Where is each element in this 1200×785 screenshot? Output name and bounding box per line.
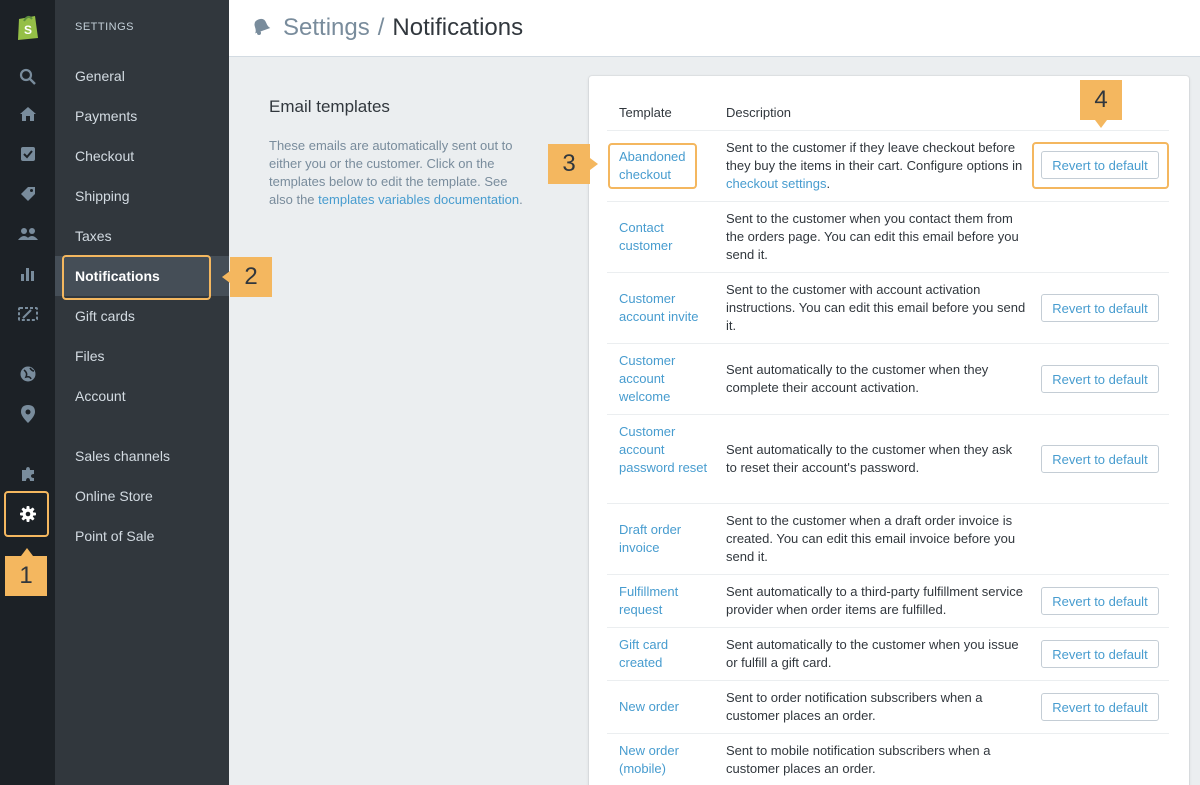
globe-icon[interactable] <box>0 354 55 394</box>
template-link-new-order-mobile[interactable]: New order (mobile) <box>619 743 679 776</box>
nav-item-online-store[interactable]: Online Store <box>75 488 153 504</box>
step-marker-3: 3 <box>548 144 590 184</box>
nav-item-general[interactable]: General <box>75 68 125 84</box>
template-link-contact-customer[interactable]: Contact customer <box>619 220 673 253</box>
svg-text:S: S <box>23 23 32 37</box>
step-marker-1: 1 <box>5 556 47 596</box>
settings-nav <box>55 0 229 785</box>
revert-button-abandoned-checkout[interactable]: Revert to default <box>1041 151 1159 179</box>
table-row <box>607 414 1169 503</box>
abandoned-checkout-highlight-box <box>608 143 697 189</box>
revert-highlight-box <box>1032 142 1169 189</box>
icon-rail <box>0 0 55 785</box>
revert-button-gift-card-created[interactable]: Revert to default <box>1041 640 1159 668</box>
revert-button-customer-account-invite[interactable]: Revert to default <box>1041 294 1159 322</box>
table-row <box>607 503 1169 574</box>
nav-item-taxes[interactable]: Taxes <box>75 228 112 244</box>
row-description: Sent to mobile notification subscribers when a customer places an order. <box>726 743 991 776</box>
row-description: Sent automatically to the customer when they complete their account activation. <box>726 362 989 395</box>
revert-button-customer-account-welcome[interactable]: Revert to default <box>1041 365 1159 393</box>
row-description: Sent to the customer with account activation instructions. You can edit this email before you send it. <box>726 282 1026 333</box>
section-title: Email templates <box>269 97 390 116</box>
breadcrumb-separator: / <box>377 14 385 41</box>
page-header <box>229 0 1200 57</box>
discounts-icon[interactable] <box>0 294 55 334</box>
row-desc-end: . <box>826 176 831 191</box>
column-header-template: Template <box>619 105 672 120</box>
row-description: Sent to order notification subscribers when a customer places an order. <box>726 690 983 723</box>
nav-item-point-of-sale[interactable]: Point of Sale <box>75 528 155 544</box>
gear-highlight-box <box>4 491 49 537</box>
template-link-draft-order-invoice[interactable]: Draft order invoice <box>619 522 682 555</box>
nav-item-payments[interactable]: Payments <box>75 108 138 124</box>
section-description <box>269 137 534 209</box>
section-desc-end: . <box>519 192 523 207</box>
table-row <box>607 733 1169 785</box>
revert-button-new-order[interactable]: Revert to default <box>1041 693 1159 721</box>
nav-heading: SETTINGS <box>75 21 135 33</box>
nav-item-gift-cards[interactable]: Gift cards <box>75 308 135 324</box>
shopify-logo-icon[interactable] <box>0 6 55 46</box>
breadcrumb-settings[interactable]: Settings <box>283 14 370 41</box>
apps-puzzle-icon[interactable] <box>0 454 55 494</box>
nav-item-account[interactable]: Account <box>75 388 126 404</box>
home-icon[interactable] <box>0 94 55 134</box>
row-description: Sent to the customer when a draft order invoice is created. You can edit this email invoice before you send it. <box>726 513 1016 564</box>
table-row <box>607 343 1169 414</box>
row-desc-text: Sent to the customer if they leave checkout before they buy the items in their cart. Configure options in <box>726 140 1023 173</box>
table-row <box>607 272 1169 343</box>
search-icon[interactable] <box>0 57 55 97</box>
section-desc-text: These emails are automatically sent out to either you or the customer. Click on the templates below to edit the template. See also the <box>269 138 513 207</box>
table-row <box>607 574 1169 627</box>
orders-icon[interactable] <box>0 134 55 174</box>
table-row <box>607 201 1169 272</box>
location-pin-icon[interactable] <box>0 394 55 434</box>
page-title: Notifications <box>392 14 524 41</box>
template-link-fulfillment-request[interactable]: Fulfillment request <box>619 584 679 617</box>
checkout-settings-link[interactable]: checkout settings <box>726 176 827 191</box>
nav-item-files[interactable]: Files <box>75 348 105 364</box>
nav-item-sales-channels[interactable]: Sales channels <box>75 448 170 464</box>
row-description: Sent automatically to the customer when you issue or fulfill a gift card. <box>726 637 1019 670</box>
template-link-gift-card-created[interactable]: Gift card created <box>619 637 669 670</box>
template-link-customer-account-password-reset[interactable]: Customer account password reset <box>619 424 708 475</box>
row-description: Sent automatically to the customer when they ask to reset their account's password. <box>726 442 1013 475</box>
customers-icon[interactable] <box>0 214 55 254</box>
notifications-highlight-box <box>62 255 211 300</box>
template-link-customer-account-welcome[interactable]: Customer account welcome <box>619 353 676 404</box>
table-row <box>607 680 1169 733</box>
revert-button-fulfillment-request[interactable]: Revert to default <box>1041 587 1159 615</box>
template-link-abandoned-checkout[interactable]: Abandoned checkout <box>619 149 686 182</box>
nav-item-checkout[interactable]: Checkout <box>75 148 135 164</box>
bell-icon <box>249 16 271 41</box>
nav-item-notifications[interactable]: Notifications <box>55 256 229 296</box>
row-description: Sent automatically to a third-party fulfillment service provider when order items are fulfilled. <box>726 584 1023 617</box>
template-link-new-order[interactable]: New order <box>619 699 679 714</box>
nav-item-shipping[interactable]: Shipping <box>75 188 130 204</box>
template-link-customer-account-invite[interactable]: Customer account invite <box>619 291 699 324</box>
column-header-description: Description <box>726 105 792 120</box>
step-marker-4: 4 <box>1080 80 1122 120</box>
row-description: Sent to the customer when you contact them from the orders page. You can edit this email before you send it. <box>726 211 1019 262</box>
templates-variables-link[interactable]: templates variables documentation <box>318 192 520 207</box>
table-row <box>607 627 1169 680</box>
revert-button-customer-account-password-reset[interactable]: Revert to default <box>1041 445 1159 473</box>
row-description <box>726 139 1026 193</box>
step-marker-2: 2 <box>230 257 272 297</box>
reports-icon[interactable] <box>0 254 55 294</box>
products-tag-icon[interactable] <box>0 174 55 214</box>
